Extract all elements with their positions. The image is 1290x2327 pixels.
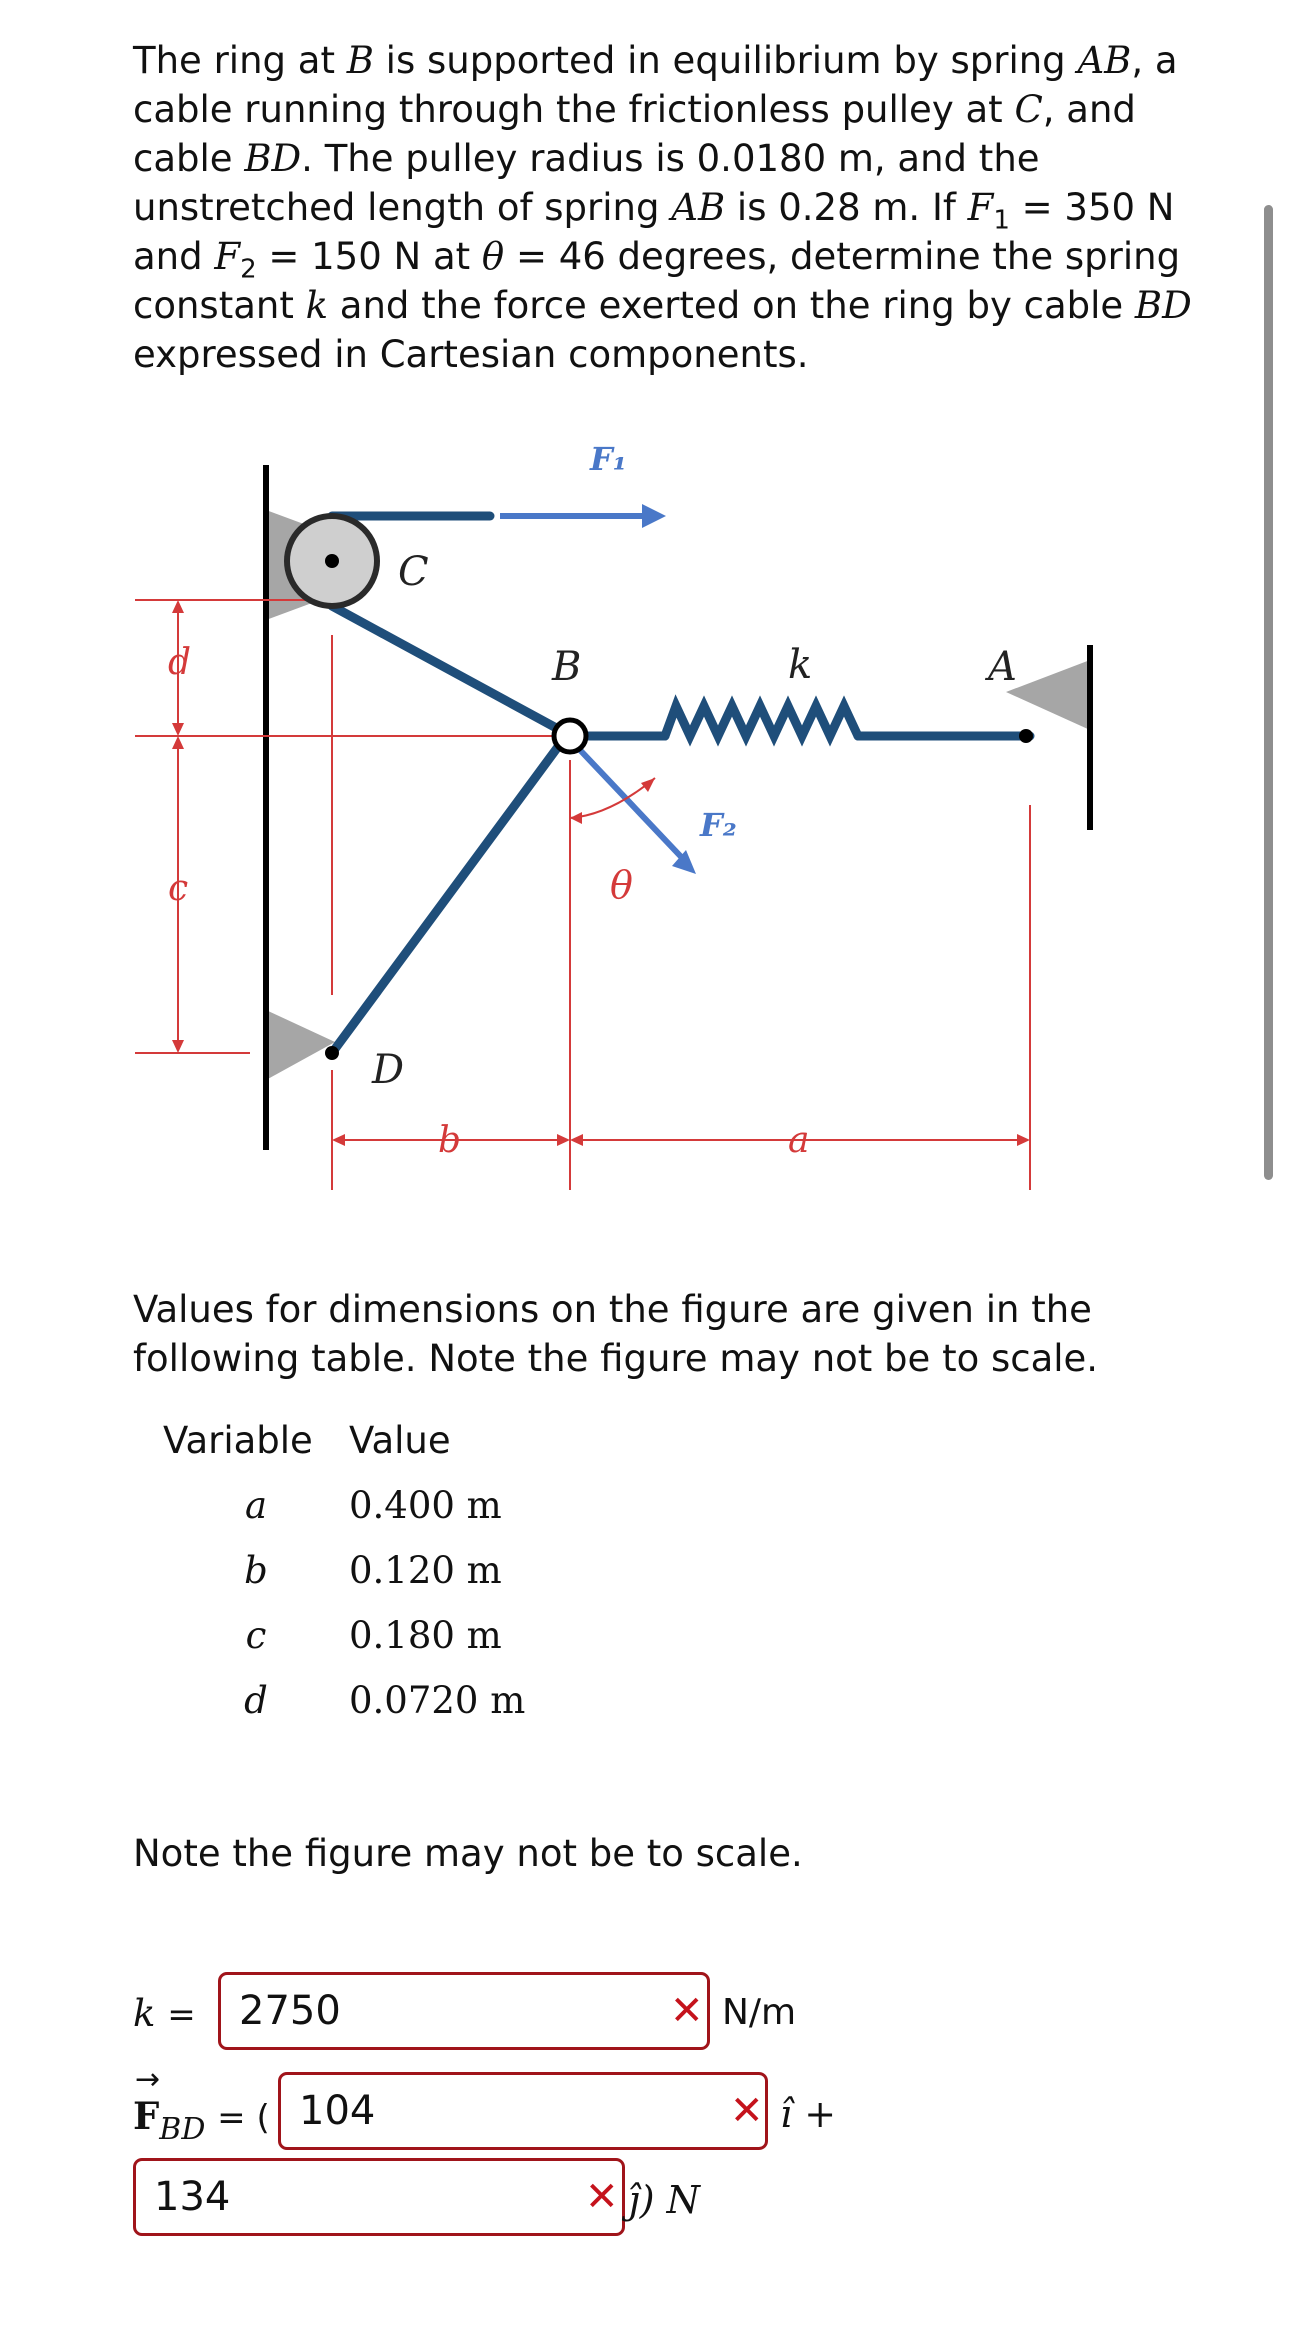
label-c: C — [398, 549, 429, 595]
k-answer-field[interactable]: 2750 — [218, 1972, 710, 2050]
fbd-x-answer-field[interactable]: 104 — [278, 2072, 768, 2150]
label-a-point: A — [988, 644, 1017, 690]
j-hat-unit: ĵ) N — [628, 2178, 700, 2222]
k-unit: N/m — [722, 1992, 797, 2033]
dimension-lines — [135, 600, 1030, 1190]
table-var: a — [244, 1484, 268, 1527]
incorrect-icon: ✕ — [670, 1988, 704, 2034]
anchor-d — [325, 1046, 339, 1060]
table-note: Values for dimensions on the figure are given in the following table. Note the figure may not be to scale. — [133, 1288, 1099, 1380]
table-header — [163, 1408, 649, 1473]
f1-arrow — [642, 504, 666, 528]
table-var: b — [244, 1549, 268, 1592]
label-d-dim: d — [168, 642, 192, 683]
fbd-label: → $F_{BD}$ = ( — [133, 2062, 270, 2147]
table-val: 0.0720 m — [349, 1679, 526, 1722]
table-row — [163, 1603, 649, 1668]
problem-statement: The ring at B is supported in equilibrium by spring AB, a cable running through the frictionless pulley at C, and cable BD. The pulley radius is 0.0180 m, and the unstretched length of spring AB is 0.28 m. If $F_1 = 350$ N and $F_2 = 150$ N at θ = 46 degrees, determine the spring constant k and the force exerted on the ring by cable BD expressed in Cartesian components. — [133, 39, 1192, 376]
table-val: 0.400 m — [349, 1484, 502, 1527]
table-var: c — [245, 1614, 267, 1657]
table-row — [163, 1668, 649, 1733]
label-a-dim: a — [788, 1120, 810, 1161]
label-theta: θ — [610, 863, 633, 907]
label-f1: F₁ — [590, 440, 627, 478]
incorrect-icon: ✕ — [730, 2088, 764, 2134]
fbd-y-answer-field[interactable]: 134 — [133, 2158, 625, 2236]
dimension-table — [163, 1408, 649, 1733]
label-f2: F₂ — [700, 806, 737, 844]
label-c-dim: c — [168, 868, 189, 909]
anchor-a — [1019, 729, 1033, 743]
i-hat-unit: î + — [780, 2092, 837, 2136]
cables — [332, 516, 1030, 1053]
label-b: B — [552, 644, 582, 690]
header-value: Value — [349, 1419, 451, 1462]
table-row — [163, 1473, 649, 1538]
anchor-d-support — [266, 1010, 335, 1080]
ring-b — [554, 720, 586, 752]
table-var: d — [244, 1679, 268, 1722]
anchor-a-support — [1006, 660, 1090, 730]
incorrect-icon: ✕ — [585, 2174, 619, 2220]
mechanics-figure — [120, 430, 1130, 1230]
label-k: k — [788, 642, 813, 688]
header-variable: Variable — [163, 1419, 313, 1462]
label-d-point: D — [372, 1047, 405, 1093]
table-row — [163, 1538, 649, 1603]
dimension-arrows — [172, 600, 1030, 1146]
k-label: k = — [133, 1992, 196, 2035]
label-b-dim: b — [438, 1120, 462, 1161]
scale-note: Note the figure may not be to scale. — [133, 1832, 803, 1875]
scrollbar[interactable] — [1264, 205, 1273, 1180]
table-val: 0.120 m — [349, 1549, 502, 1592]
table-val: 0.180 m — [349, 1614, 502, 1657]
